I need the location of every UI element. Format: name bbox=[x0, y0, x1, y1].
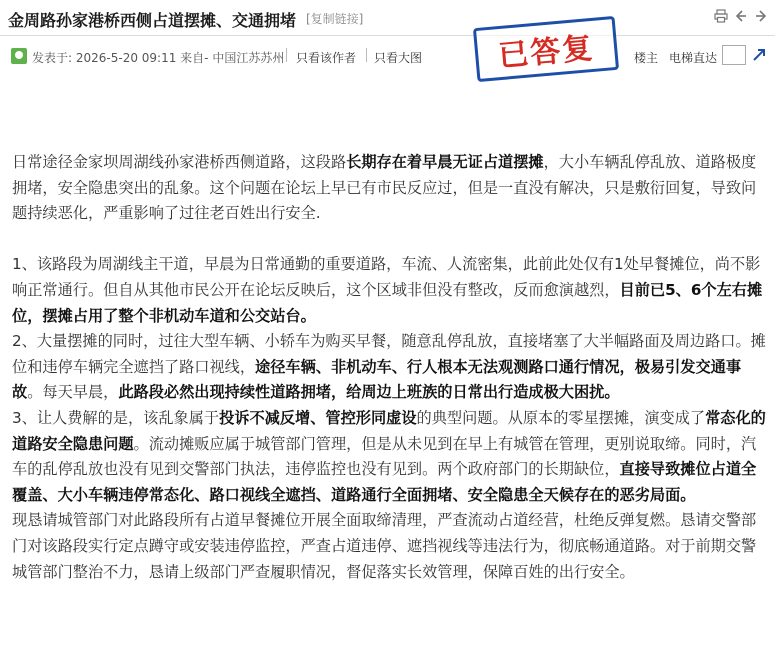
body-text: 日常途径金家坝周湖线孙家港桥西侧道路，这段路 bbox=[12, 153, 347, 171]
bold-text: 投诉不减反增、管控形同虚设 bbox=[219, 408, 417, 427]
user-icon bbox=[11, 48, 27, 64]
floor-jump-input[interactable] bbox=[722, 45, 746, 65]
paragraph-point-2 bbox=[12, 329, 767, 406]
meta-divider bbox=[286, 48, 287, 62]
body-text: 3、让人费解的是，该乱象属于 bbox=[12, 408, 220, 427]
post-meta bbox=[0, 42, 775, 70]
thread-header bbox=[0, 0, 775, 36]
bold-text: 常态化的道路安全隐患问题 bbox=[12, 408, 766, 453]
body-text: 。流动摊贩应属于城管部门管理，但是从未见到在早上有城管在管理，更别说取缔。同时，汽车的乱停乱放也没有见到交警部门执法，违停监控也没有见到。两个政府部门的长期缺位， bbox=[12, 434, 757, 479]
bold-text: 此路段必然出现持续性道路拥堵，给周边上班族的日常出行造成极大困扰。 bbox=[118, 383, 620, 402]
post-info: 发表于: 2026-5-20 09:11 来自- 中国江苏苏州 bbox=[32, 51, 285, 65]
stamp-text: 已答复 bbox=[496, 30, 596, 75]
bold-text: 长期存在着早晨无证占道摆摊 bbox=[346, 153, 544, 171]
prev-arrow-icon[interactable] bbox=[733, 8, 749, 24]
header-tools bbox=[713, 8, 769, 24]
meta-divider bbox=[366, 48, 367, 62]
post-body bbox=[12, 150, 767, 585]
print-icon[interactable] bbox=[713, 8, 729, 24]
floor-label: 楼主 bbox=[634, 51, 659, 65]
next-arrow-icon[interactable] bbox=[753, 8, 769, 24]
big-image-link[interactable]: 只看大图 bbox=[374, 51, 423, 65]
body-text: ，大小车辆乱停乱放、道路极度拥堵，安全隐患突出的乱象。这个问题在论坛上早已有市民反应过，但是一直没有解决，只是敷衍回复，导致问题持续恶化，严重影响了过往老百姓出行安全. bbox=[12, 153, 757, 223]
elevator-label: 电梯直达 bbox=[669, 51, 718, 65]
answered-stamp bbox=[473, 16, 619, 82]
bold-text: 途径车辆、非机动车、行人根本无法观测路口通行情况，极易引发交通事故 bbox=[12, 357, 741, 402]
paragraph-point-1 bbox=[12, 252, 767, 329]
body-text: 。每天早晨， bbox=[27, 383, 119, 402]
copy-link[interactable]: [复制链接] bbox=[306, 12, 364, 26]
bold-text: 目前已5、6个左右摊位，摆摊占用了整个非机动车道和公交站台。 bbox=[12, 280, 763, 325]
jump-arrow-icon[interactable] bbox=[751, 47, 767, 63]
only-author-link[interactable]: 只看该作者 bbox=[296, 51, 357, 65]
paragraph-point-3 bbox=[12, 406, 767, 508]
body-text: 现恳请城管部门对此路段所有占道早餐摊位开展全面取缔清理，严查流动占道经营，杜绝反弹复燃。恳请交警部门对该路段实行定点蹲守或安装违停监控，严查占道违停、遮挡视线等违法行为，彻底畅通道路。对于前期交警城管部门整治不力，恳请上级部门严查履职情况，督促落实长效管理，保障百姓的出行安全。 bbox=[12, 511, 757, 581]
body-text: 2、大量摆摊的同时，过往大型车辆、小轿车为购买早餐，随意乱停乱放，直接堵塞了大半幅路面及周边路口。摊位和违停车辆完全遮挡了路口视线， bbox=[12, 332, 766, 376]
bold-text: 直接导致摊位占道全覆盖、大小车辆违停常态化、路口视线全遮挡、道路通行全面拥堵、安全隐患全天候存在的恶劣局面。 bbox=[12, 460, 757, 504]
paragraph-request bbox=[12, 508, 767, 585]
thread-title: 金周路孙家港桥西侧占道摆摊、交通拥堵 bbox=[8, 11, 297, 30]
body-text: 的典型问题。从原本的零星摆摊，演变成了 bbox=[416, 408, 706, 427]
paragraph-intro bbox=[12, 150, 767, 227]
body-text: 1、该路段为周湖线主干道，早晨为日常通勤的重要道路，车流、人流密集，此前此处仅有1处早餐摊位，尚不影响正常通行。但自从其他市民公开在论坛反映后，这个区域非但没有整改，反而愈演越烈， bbox=[12, 255, 761, 299]
